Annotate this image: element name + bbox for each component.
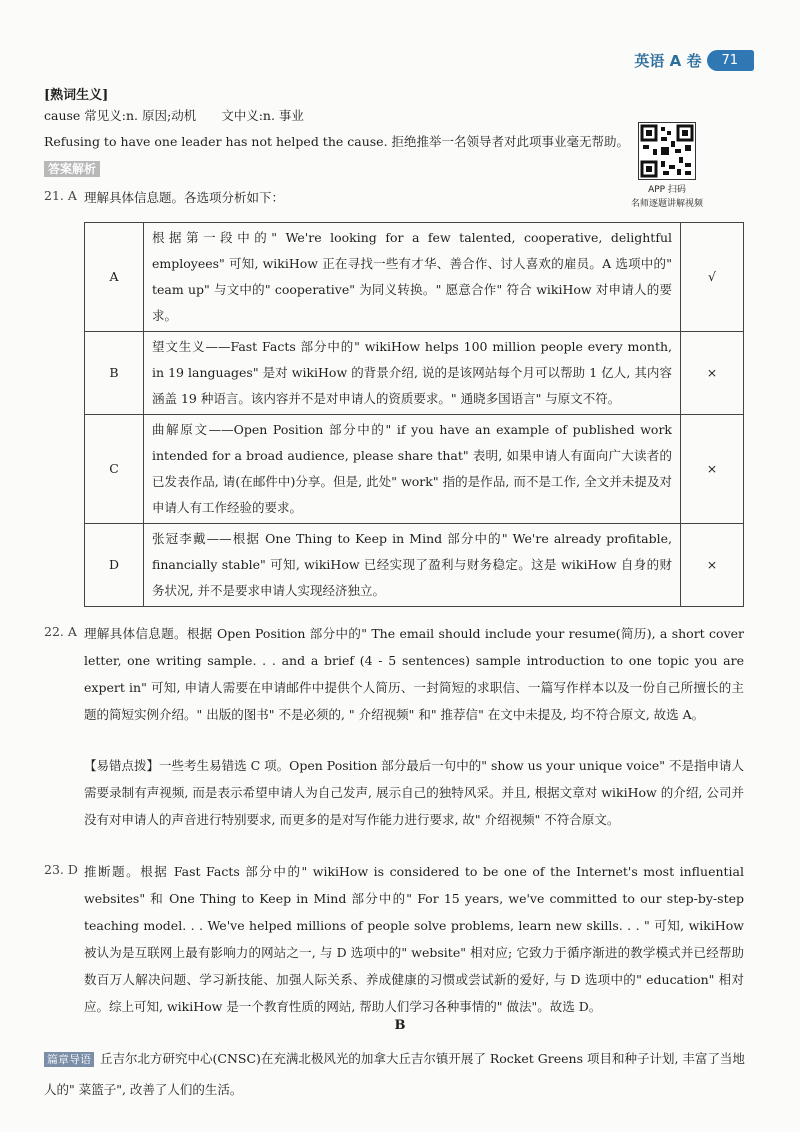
q21-intro: 理解具体信息题。各选项分析如下： bbox=[84, 190, 285, 205]
cross-mark-icon: × bbox=[681, 332, 744, 415]
cross-mark-icon: × bbox=[681, 524, 744, 607]
vocab-line-2: Refusing to have one leader has not helped the cause. 拒绝推举一名领导者对此项事业毫无帮助。 bbox=[44, 134, 630, 149]
passage-summary bbox=[44, 1044, 754, 1105]
q23-explanation: 推断题。根据 Fast Facts 部分中的" wikiHow is considered to be one of the Internet's most influential websites" 和 One Thing to Keep in Mind 部分中的" For 15 years, we've committed to our step-by-step teaching model. . . We've helped millions of people solve problems, learn new skills. . . " 可知, wikiHow 被认为是互联网上最有影响力的网站之一, 与 D 选项中的" website" 相对应; 它致力于循序渐进的教学模式并已经帮助数百万人解决问题、学习新技能、加强人际关系、养成健康的习惯或尝试新的爱好, 与 D 选项中的" education" 相对应。综上可知, wikiHow 是一个教育性质的网站, 帮助人们学习各种事情的" 做法"。故选 D。 bbox=[84, 864, 744, 1014]
q22-error-tip: 【易错点拨】一些考生易错选 C 项。Open Position 部分最后一句中的" show us your unique voice" 不是指申请人需要录制有声视频, 而是表示希望申请人为自己发声, 展示自己的独特风采。并且, 根据文章对 wikiHow 的介绍, 公司并没有对申请人的声音进行特别要求, 而更多的是对写作能力进行要求, 故" 介绍视频" 不符合原文。 bbox=[84, 758, 744, 827]
option-cell: D bbox=[85, 524, 144, 607]
qr-caption-1: APP 扫码 bbox=[648, 185, 686, 195]
vocab-line-1: cause 常见义:n. 原因;动机 文中义:n. 事业 bbox=[44, 108, 304, 123]
table-row bbox=[85, 223, 744, 332]
answer-tag: 答案解析 bbox=[44, 161, 100, 177]
q22-number: 22. A bbox=[44, 624, 77, 639]
qr-caption-2: 名师逐题讲解视频 bbox=[630, 199, 703, 209]
option-cell: A bbox=[85, 223, 144, 332]
option-cell: B bbox=[85, 332, 144, 415]
q22-explanation: 理解具体信息题。根据 Open Position 部分中的" The email should include your resume(简历), a short cover letter, one writing sample. . . and a brief (4 - 5 sentences) sample introduction to one topic you are expert in" 可知, 申请人需要在申请邮件中提供个人简历、一封简短的求职信、一篇写作样本以及一份自己所擅长的主题的简短实例介绍。" 出版的图书" 不是必须的, " 介绍视频" 和" 推荐信" 在文中未提及, 均不符合原文, 故选 A。 bbox=[84, 626, 744, 722]
cross-mark-icon: × bbox=[681, 415, 744, 524]
analysis-cell: 根据第一段中的" We're looking for a few talented, cooperative, delightful employees" 可知, wikiHow 正在寻找一些有才华、善合作、讨人喜欢的雇员。A 选项中的" team up" 与文中的" cooperative" 为同义转换。" 愿意合作" 符合 wikiHow 对申请人的要求。 bbox=[144, 223, 681, 332]
analysis-cell: 望文生义——Fast Facts 部分中的" wikiHow helps 100 million people every month, in 19 languages" 是对 wikiHow 的背景介绍, 说的是该网站每个月可以帮助 1 亿人, 其内容涵盖 19 种语言。该内容并不是对申请人的资质要求。" 通晓多国语言" 与原文不符。 bbox=[144, 332, 681, 415]
check-mark-icon: √ bbox=[681, 223, 744, 332]
summary-tag: 篇章导语 bbox=[44, 1052, 94, 1067]
analysis-cell: 张冠李戴——根据 One Thing to Keep in Mind 部分中的" We're already profitable, financially stable" 可知, wikiHow 已经实现了盈利与财务稳定。这是 wikiHow 自身的财务状况, 并不是要求申请人实现经济独立。 bbox=[144, 524, 681, 607]
header-title: 英语 A 卷 bbox=[634, 52, 702, 70]
answer-section-label bbox=[44, 160, 100, 177]
page-header bbox=[634, 50, 754, 71]
qr-code-icon[interactable] bbox=[638, 122, 696, 180]
analysis-cell: 曲解原文——Open Position 部分中的" if you have an example of published work intended for a broad audience, please share that" 表明, 如果申请人有面向广大读者的已发表作品, 请(在邮件中)分享。但是, 此处" work" 指的是作品, 而不是工作, 全文并未提及对申请人有工作经验的要求。 bbox=[144, 415, 681, 524]
table-row bbox=[85, 332, 744, 415]
table-row bbox=[85, 524, 744, 607]
table-row bbox=[85, 415, 744, 524]
summary-text: 丘吉尔北方研究中心(CNSC)在充满北极风光的加拿大丘吉尔镇开展了 Rocket Greens 项目和种子计划, 丰富了当地人的" 菜篮子", 改善了人们的生活。 bbox=[44, 1051, 745, 1097]
option-cell: C bbox=[85, 415, 144, 524]
vocab-label: [熟词生义] bbox=[44, 88, 109, 103]
q21-analysis-table bbox=[84, 222, 744, 607]
q21-number: 21. A bbox=[44, 188, 77, 203]
section-b-heading: B bbox=[394, 1018, 406, 1033]
page-number-badge: 71 bbox=[707, 50, 754, 71]
q23-number: 23. D bbox=[44, 862, 78, 877]
